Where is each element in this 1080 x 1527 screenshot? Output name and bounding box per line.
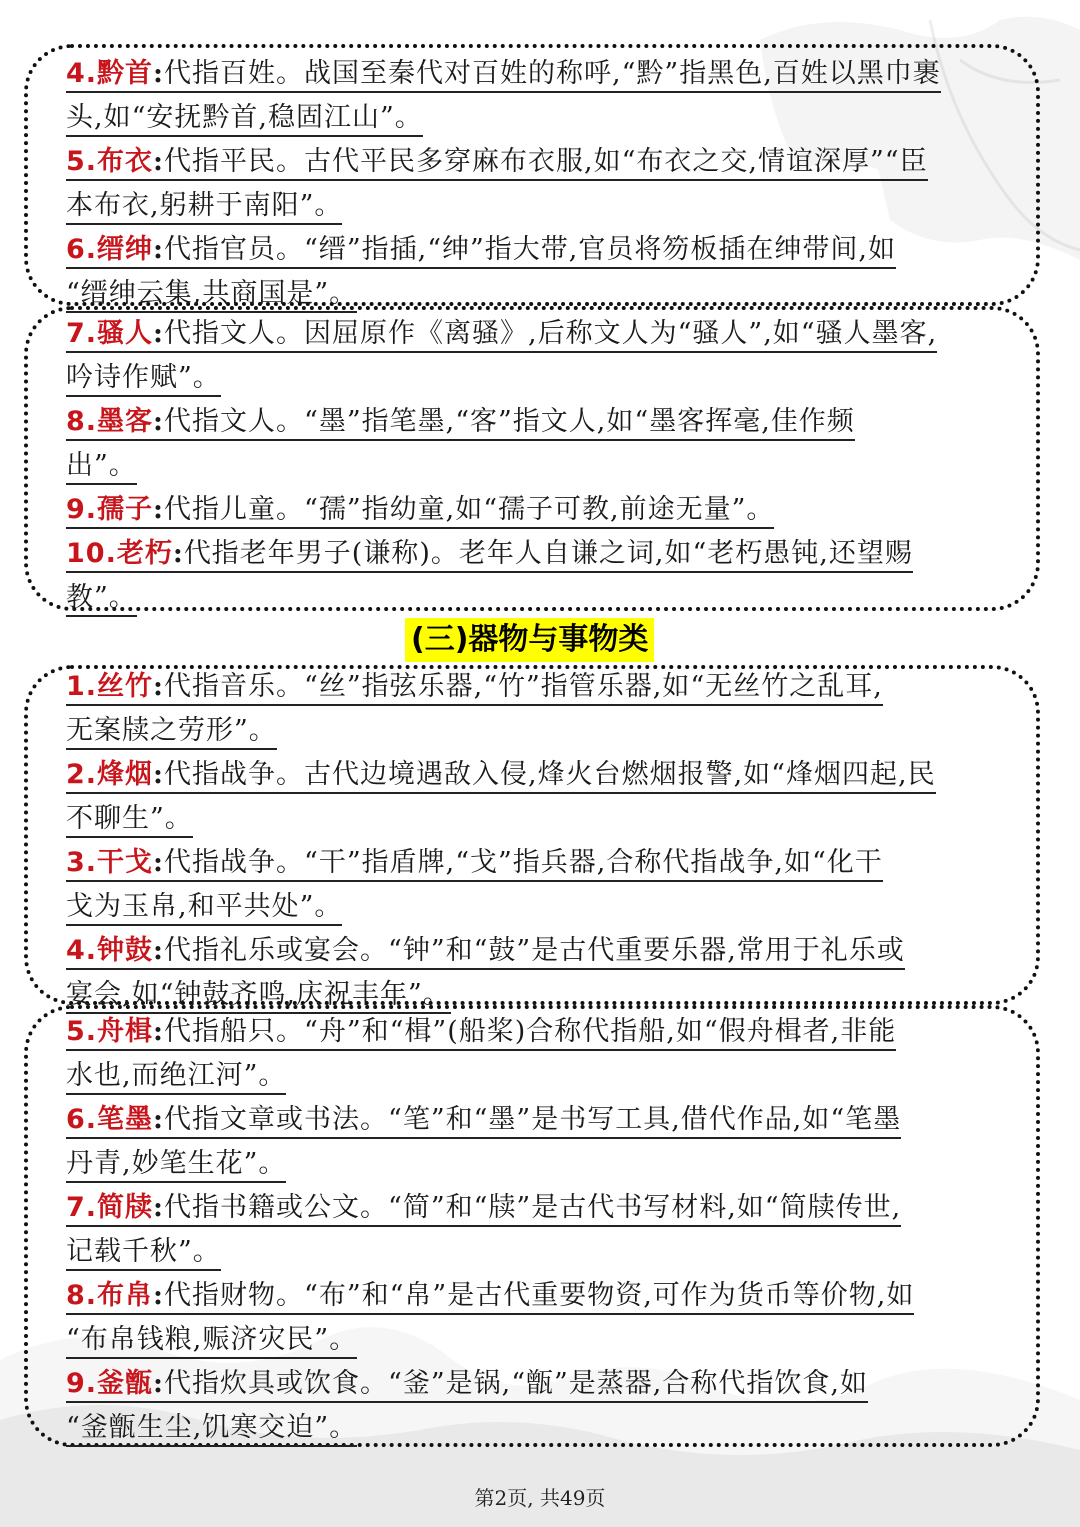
entry-colon: :	[153, 935, 165, 966]
entry-continuation-line	[66, 272, 1016, 316]
entry-line	[66, 1362, 1016, 1406]
entry-continuation-line	[66, 885, 1016, 929]
entry-continuation-line	[66, 356, 1016, 400]
entry-line	[66, 532, 1016, 576]
entry-term: 釜甑	[97, 1368, 154, 1399]
entry-continuation-line	[66, 1054, 1016, 1098]
entry-text: 吟诗作赋”。	[66, 363, 221, 397]
entry-term: 黔首	[97, 58, 154, 89]
entry-line	[66, 400, 1016, 444]
entry-text: “缙绅云集,共商国是”。	[66, 279, 357, 313]
entry-term: 烽烟	[97, 759, 154, 790]
entry-colon: :	[153, 406, 165, 437]
entry-continuation-line	[66, 444, 1016, 488]
entry-text: 代指音乐。“丝”指弦乐器,“竹”指管乐器,如“无丝竹之乱耳,	[164, 671, 883, 702]
entry-number: 5.	[66, 146, 98, 177]
entry-line	[66, 929, 1016, 973]
entry-text: 代指炊具或饮食。“釜”是锅,“甑”是蒸器,合称代指饮食,如	[164, 1368, 868, 1399]
entry-line	[66, 1098, 1016, 1142]
entry-colon: :	[153, 58, 165, 89]
entry-text: 丹青,妙笔生花”。	[66, 1149, 286, 1183]
entry-term: 缙绅	[97, 234, 154, 265]
entry-term: 简牍	[97, 1192, 154, 1223]
entry-line	[66, 312, 1016, 356]
entry-number: 5.	[66, 1016, 98, 1047]
entry-continuation-line	[66, 709, 1016, 753]
entry-text: 代指船只。“舟”和“楫”(船桨)合称代指船,如“假舟楫者,非能	[164, 1016, 897, 1047]
entry-continuation-line	[66, 1142, 1016, 1186]
entry-text: 代指平民。古代平民多穿麻布衣服,如“布衣之交,情谊深厚”“臣	[164, 146, 928, 177]
entry-continuation-line	[66, 1318, 1016, 1362]
lines-group-3	[66, 665, 1016, 1017]
entry-colon: :	[153, 318, 165, 349]
entry-continuation-line	[66, 96, 1016, 140]
entry-text: 代指文人。因屈原作《离骚》,后称文人为“骚人”,如“骚人墨客,	[164, 318, 938, 349]
entry-line	[66, 488, 1016, 532]
entry-colon: :	[153, 1104, 165, 1135]
entry-line	[66, 1274, 1016, 1318]
entry-continuation-line	[66, 797, 1016, 841]
entry-continuation-line	[66, 1406, 1016, 1450]
entry-colon: :	[153, 847, 165, 878]
entry-number: 6.	[66, 234, 98, 265]
entry-colon: :	[153, 1192, 165, 1223]
entry-text: 本布衣,躬耕于南阳”。	[66, 191, 342, 225]
entry-text: 代指百姓。战国至秦代对百姓的称呼,“黔”指黑色,百姓以黑巾裹	[164, 58, 941, 89]
entry-term: 骚人	[97, 318, 154, 349]
entry-term: 墨客	[97, 406, 154, 437]
entry-number: 6.	[66, 1104, 98, 1135]
entry-text: 记载千秋”。	[66, 1237, 221, 1271]
entry-colon: :	[172, 538, 184, 569]
entry-text: 代指文章或书法。“笔”和“墨”是书写工具,借代作品,如“笔墨	[164, 1104, 902, 1135]
entry-text: 水也,而绝江河”。	[66, 1061, 286, 1095]
entry-text: 代指文人。“墨”指笔墨,“客”指文人,如“墨客挥毫,佳作频	[164, 406, 855, 437]
entry-line	[66, 753, 1016, 797]
entry-number: 2.	[66, 759, 98, 790]
entry-text: “釜甑生尘,饥寒交迫”。	[66, 1413, 357, 1447]
entry-term: 钟鼓	[97, 935, 154, 966]
entry-term: 布帛	[97, 1280, 154, 1311]
entry-line	[66, 841, 1016, 885]
entry-line	[66, 140, 1016, 184]
lines-group-1	[66, 52, 1016, 316]
entry-text: 代指财物。“布”和“帛”是古代重要物资,可作为货币等价物,如	[164, 1280, 915, 1311]
entry-text: 教”。	[66, 583, 137, 617]
entry-text: 代指战争。“干”指盾牌,“戈”指兵器,合称代指战争,如“化干	[164, 847, 883, 878]
entry-colon: :	[153, 759, 165, 790]
entry-term: 笔墨	[97, 1104, 154, 1135]
entry-number: 9.	[66, 494, 98, 525]
entry-term: 孺子	[97, 494, 154, 525]
entry-number: 4.	[66, 935, 98, 966]
entry-colon: :	[153, 146, 165, 177]
entry-text: 代指战争。古代边境遇敌入侵,烽火台燃烟报警,如“烽烟四起,民	[164, 759, 936, 790]
page-footer: 第2页, 共49页	[474, 1486, 606, 1510]
entry-continuation-line	[66, 576, 1016, 620]
entry-colon: :	[153, 234, 165, 265]
entry-number: 10.	[66, 538, 117, 569]
entry-text: 不聊生”。	[66, 804, 193, 838]
entry-term: 老朽	[116, 538, 173, 569]
entry-line	[66, 228, 1016, 272]
entry-number: 7.	[66, 318, 98, 349]
entry-number: 7.	[66, 1192, 98, 1223]
entry-text: 头,如“安抚黔首,稳固江山”。	[66, 103, 423, 137]
entry-number: 1.	[66, 671, 98, 702]
entry-colon: :	[153, 1016, 165, 1047]
entry-continuation-line	[66, 1230, 1016, 1274]
entry-text: 代指书籍或公文。“简”和“牍”是古代书写材料,如“简牍传世,	[164, 1192, 902, 1223]
entry-text: 宴会,如“钟鼓齐鸣,庆祝丰年”。	[66, 980, 451, 1014]
entry-text: 代指儿童。“孺”指幼童,如“孺子可教,前途无量”。	[164, 494, 775, 525]
lines-group-4	[66, 1010, 1016, 1450]
entry-colon: :	[153, 494, 165, 525]
entry-number: 8.	[66, 1280, 98, 1311]
entry-number: 4.	[66, 58, 98, 89]
section-title: (三)器物与事物类	[405, 618, 654, 662]
entry-text: 无案牍之劳形”。	[66, 716, 277, 750]
entry-text: 代指礼乐或宴会。“钟”和“鼓”是古代重要乐器,常用于礼乐或	[164, 935, 905, 966]
entry-text: “布帛钱粮,赈济灾民”。	[66, 1325, 357, 1359]
entry-text: 戈为玉帛,和平共处”。	[66, 892, 342, 926]
entry-line	[66, 665, 1016, 709]
entry-colon: :	[153, 671, 165, 702]
entry-text: 代指老年男子(谦称)。老年人自谦之词,如“老朽愚钝,还望赐	[183, 538, 913, 569]
entry-line	[66, 52, 1016, 96]
entry-text: 代指官员。“缙”指插,“绅”指大带,官员将笏板插在绅带间,如	[164, 234, 896, 265]
entry-number: 9.	[66, 1368, 98, 1399]
lines-group-2	[66, 312, 1016, 620]
entry-term: 丝竹	[97, 671, 154, 702]
entry-line	[66, 1010, 1016, 1054]
entry-term: 舟楫	[97, 1016, 154, 1047]
entry-colon: :	[153, 1368, 165, 1399]
entry-continuation-line	[66, 184, 1016, 228]
entry-text: 出”。	[66, 451, 137, 485]
entry-number: 3.	[66, 847, 98, 878]
entry-number: 8.	[66, 406, 98, 437]
entry-colon: :	[153, 1280, 165, 1311]
entry-line	[66, 1186, 1016, 1230]
entry-term: 干戈	[97, 847, 154, 878]
entry-term: 布衣	[97, 146, 154, 177]
